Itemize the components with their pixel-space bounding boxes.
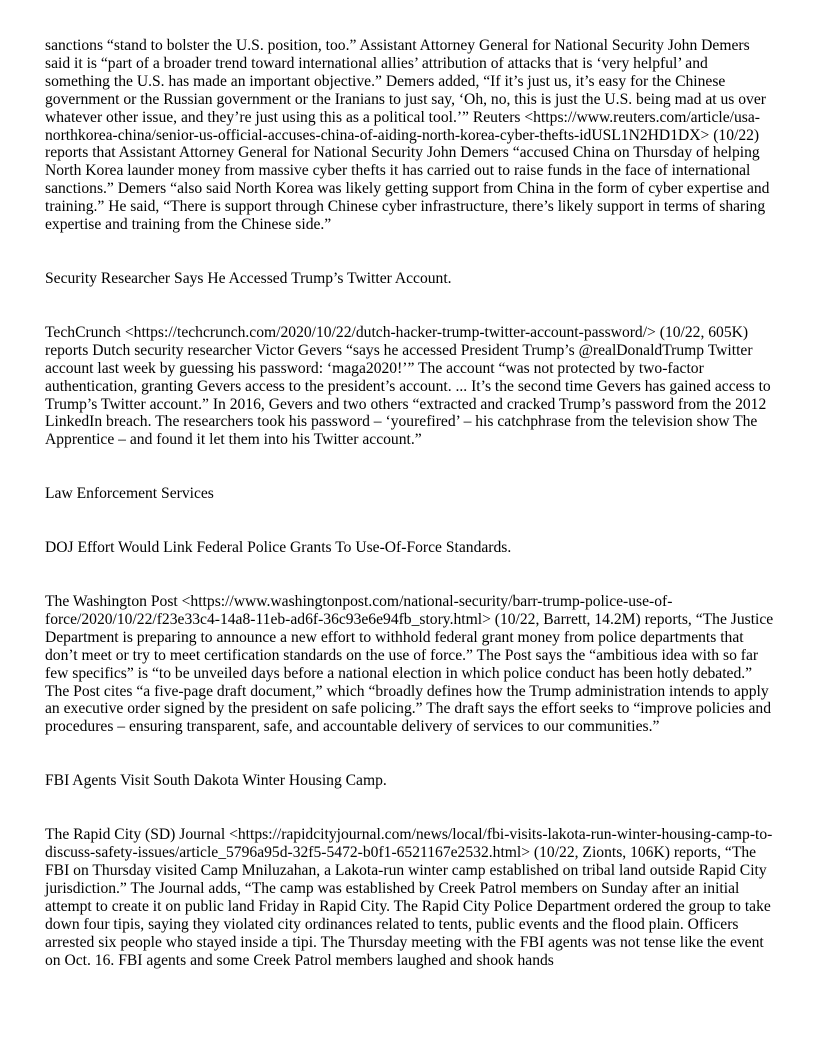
- headline-doj-police-grants: DOJ Effort Would Link Federal Police Grants To Use-Of-Force Standards.: [45, 539, 512, 557]
- section-heading-law-enforcement: Law Enforcement Services: [45, 485, 214, 503]
- document-page: [45, 37, 775, 969]
- headline-fbi-winter-camp: FBI Agents Visit South Dakota Winter Housing Camp.: [45, 772, 387, 790]
- paragraph-demers-sanctions: sanctions “stand to bolster the U.S. position, too.” Assistant Attorney General for National Security John Demers said it is “part of a broader trend toward international allies’ attribution of attacks that is ‘very helpful’ and something the U.S. has made an important objective.” Demers added, “If it’s just us, it’s easy for the Chinese government or the Russian government or the Iranians to just say, ‘Oh, no, this is just the U.S. being mad at us over whatever other issue, and they’re just using this as a political tool.’” Reuters <https://www.reuters.com/article/usa-northkorea-china/senior-us-official-accuses-china-of-aiding-north-korea-cyber-thefts-idUSL1N2HD1DX> (10/22) reports that Assistant Attorney General for National Security John Demers “accused China on Thursday of helping North Korea launder money from massive cyber thefts it has carried out to raise funds in the face of international sanctions.” Demers “also said North Korea was likely getting support from China in the form of cyber expertise and training.” He said, “There is support through Chinese cyber infrastructure, there’s likely support in terms of sharing expertise and training from the Chinese side.”: [45, 37, 770, 234]
- paragraph-rapid-city-journal: The Rapid City (SD) Journal <https://rapidcityjournal.com/news/local/fbi-visits-lakota-run-winter-housing-camp-to-discuss-safety-issues/article_5796a95d-32f5-5472-b0f1-6521167e2532.html> (10/22, Zionts, 106K) reports, “The FBI on Thursday visited Camp Mniluzahan, a Lakota-run winter camp established on tribal land outside Rapid City jurisdiction.” The Journal adds, “The camp was established by Creek Patrol members on Sunday after an initial attempt to create it on public land Friday in Rapid City. The Rapid City Police Department ordered the group to take down four tipis, saying they violated city ordinances related to tents, public events and the flood plain. Officers arrested six people who stayed inside a tipi. The Thursday meeting with the FBI agents was not tense like the event on Oct. 16. FBI agents and some Creek Patrol members laughed and shook hands: [45, 826, 773, 969]
- paragraph-techcrunch: TechCrunch <https://techcrunch.com/2020/10/22/dutch-hacker-trump-twitter-account-password/> (10/22, 605K) reports Dutch security researcher Victor Gevers “says he accessed President Trump’s @realDonaldTrump Twitter account last week by guessing his password: ‘maga2020!’” The account “was not protected by two-factor authentication, granting Gevers access to the president’s account. ... It’s the second time Gevers has gained access to Trump’s Twitter account.” In 2016, Gevers and two others “extracted and cracked Trump’s password from the 2012 LinkedIn breach. The researchers took his password – ‘yourefired’ – his catchphrase from the television show The Apprentice – and found it let them into his Twitter account.”: [45, 323, 771, 449]
- paragraph-washington-post: The Washington Post <https://www.washingtonpost.com/national-security/barr-trump-police-use-of-force/2020/10/22/f23e33c4-14a8-11eb-ad6f-36c93e6e94fb_story.html> (10/22, Barrett, 14.2M) reports, “The Justice Department is preparing to announce a new effort to withhold federal grant money from police departments that don’t meet or try to meet certification standards on the use of force.” The Post says the “ambitious idea with so far few specifics” is “to be unveiled days before a national election in which police conduct has been hotly debated.” The Post cites “a five-page draft document,” which “broadly defines how the Trump administration intends to apply an executive order signed by the president on safe policing.” The draft says the effort seeks to “improve policies and procedures – ensuring transparent, safe, and accountable delivery of services to our communities.”: [45, 593, 774, 736]
- headline-trump-twitter: Security Researcher Says He Accessed Trump’s Twitter Account.: [45, 269, 452, 287]
